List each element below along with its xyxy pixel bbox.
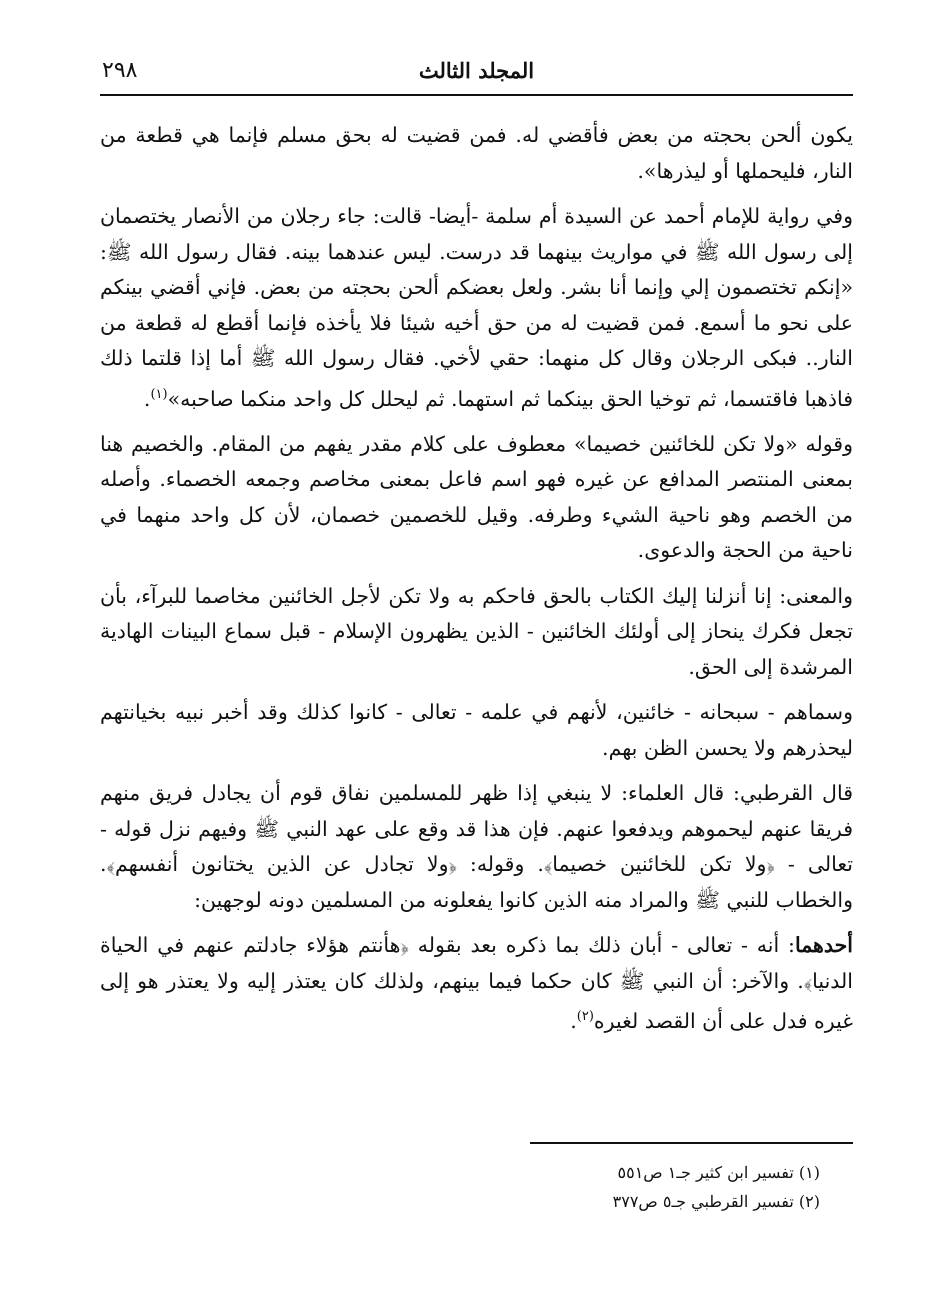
footnotes	[500, 1158, 820, 1216]
paragraph: قال القرطبي: قال العلماء: لا ينبغي إذا ظهر للمسلمين نفاق قوم أن يجادل فريق منهم فريقا عنهم ليحموهم ويدفعوا عنهم. فإن هذا قد وقع على عهد النبي ﷺ وفيهم نزل قوله - تعالى - ﴿ولا تكن للخائنين خصيما﴾. وقوله: ﴿ولا تجادل عن الذين يختانون أنفسهم﴾. والخطاب للنبي ﷺ والمراد منه الذين كانوا يفعلونه من المسلمين دونه لوجهين:	[100, 781, 853, 912]
page-number: ٢٩٨	[102, 58, 138, 83]
footnote-separator	[530, 1142, 853, 1144]
lead-word: أحدهما	[794, 933, 853, 958]
page-header	[100, 54, 853, 96]
body-text	[100, 118, 853, 1050]
paragraph: وقوله «ولا تكن للخائنين خصيما» معطوف على كلام مقدر يفهم من المقام. والخصيم هنا بمعنى المنتصر المدافع عن غيره فهو اسم فاعل بمعنى مخاصم وجمعه الخصماء. وأصله من الخصم وهو ناحية الشيء وطرفه. وقيل للخصمين خصمان، لأن كل واحد منهما في ناحية من الحجة والدعوى.	[100, 431, 853, 563]
footnote-ref: (٢)	[576, 1009, 594, 1025]
paragraph: وسماهم - سبحانه - خائنين، لأنهم في علمه - تعالى - كانوا كذلك وقد أخبر نبيه بخيانتهم ليحذرهم ولا يحسن الظن بهم.	[100, 700, 853, 760]
paragraph: والمعنى: إنا أنزلنا إليك الكتاب بالحق فاحكم به ولا تكن لأجل الخائنين مخاصما للبرآء، بأن تجعل فكرك ينحاز إلى أولئك الخائنين - الذين يظهرون الإسلام - قبل سماع البينات الهادية المرشدة إلى الحق.	[100, 583, 853, 679]
footnote: (١) تفسير ابن كثير جـ١ ص٥٥١	[617, 1163, 820, 1182]
footnote: (٢) تفسير القرطبي جـ٥ ص٣٧٧	[612, 1192, 820, 1211]
footnote-ref: (١)	[150, 386, 168, 402]
running-title: المجلد الثالث	[418, 58, 535, 83]
paragraph: يكون ألحن بحجته من بعض فأقضي له. فمن قضيت له بحق مسلم فإنما هي قطعة من النار، فليحملها أو ليذرها».	[100, 123, 853, 183]
paragraph: وفي رواية للإمام أحمد عن السيدة أم سلمة -أيضا- قالت: جاء رجلان من الأنصار يختصمان إلى رسول الله ﷺ في مواريث بينهما قد درست. ليس عندهما بينه. فقال رسول الله ﷺ: «إنكم تختصمون إلي وإنما أنا بشر. ولعل بعضكم ألحن بحجته من بعض. فإني أقضي بينكم على نحو ما أسمع. فمن قضيت له من حق أخيه شيئا فلا يأخذه فإنما أقطع له قطعة من النار.. فبكى الرجلان وقال كل منهما: حقي لأخي. فقال رسول الله ﷺ أما إذا قلتما ذلك فاذهبا فاقتسما، ثم توخيا الحق بينكما ثم استهما. ثم ليحلل كل واحد منكما صاحبه»$^{(١)}$.	[100, 204, 853, 411]
paragraph: أحدهما: أنه - تعالى - أبان ذلك بما ذكره بعد بقوله ﴿هأنتم هؤلاء جادلتم عنهم في الحياة الدنيا﴾. والآخر: أن النبي ﷺ كان حكما فيما بينهم، ولذلك كان يعتذر إليه ولا يعتذر هو إلى غيره فدل على أن القصد لغيره$^{(٢)}$.	[100, 933, 853, 1034]
